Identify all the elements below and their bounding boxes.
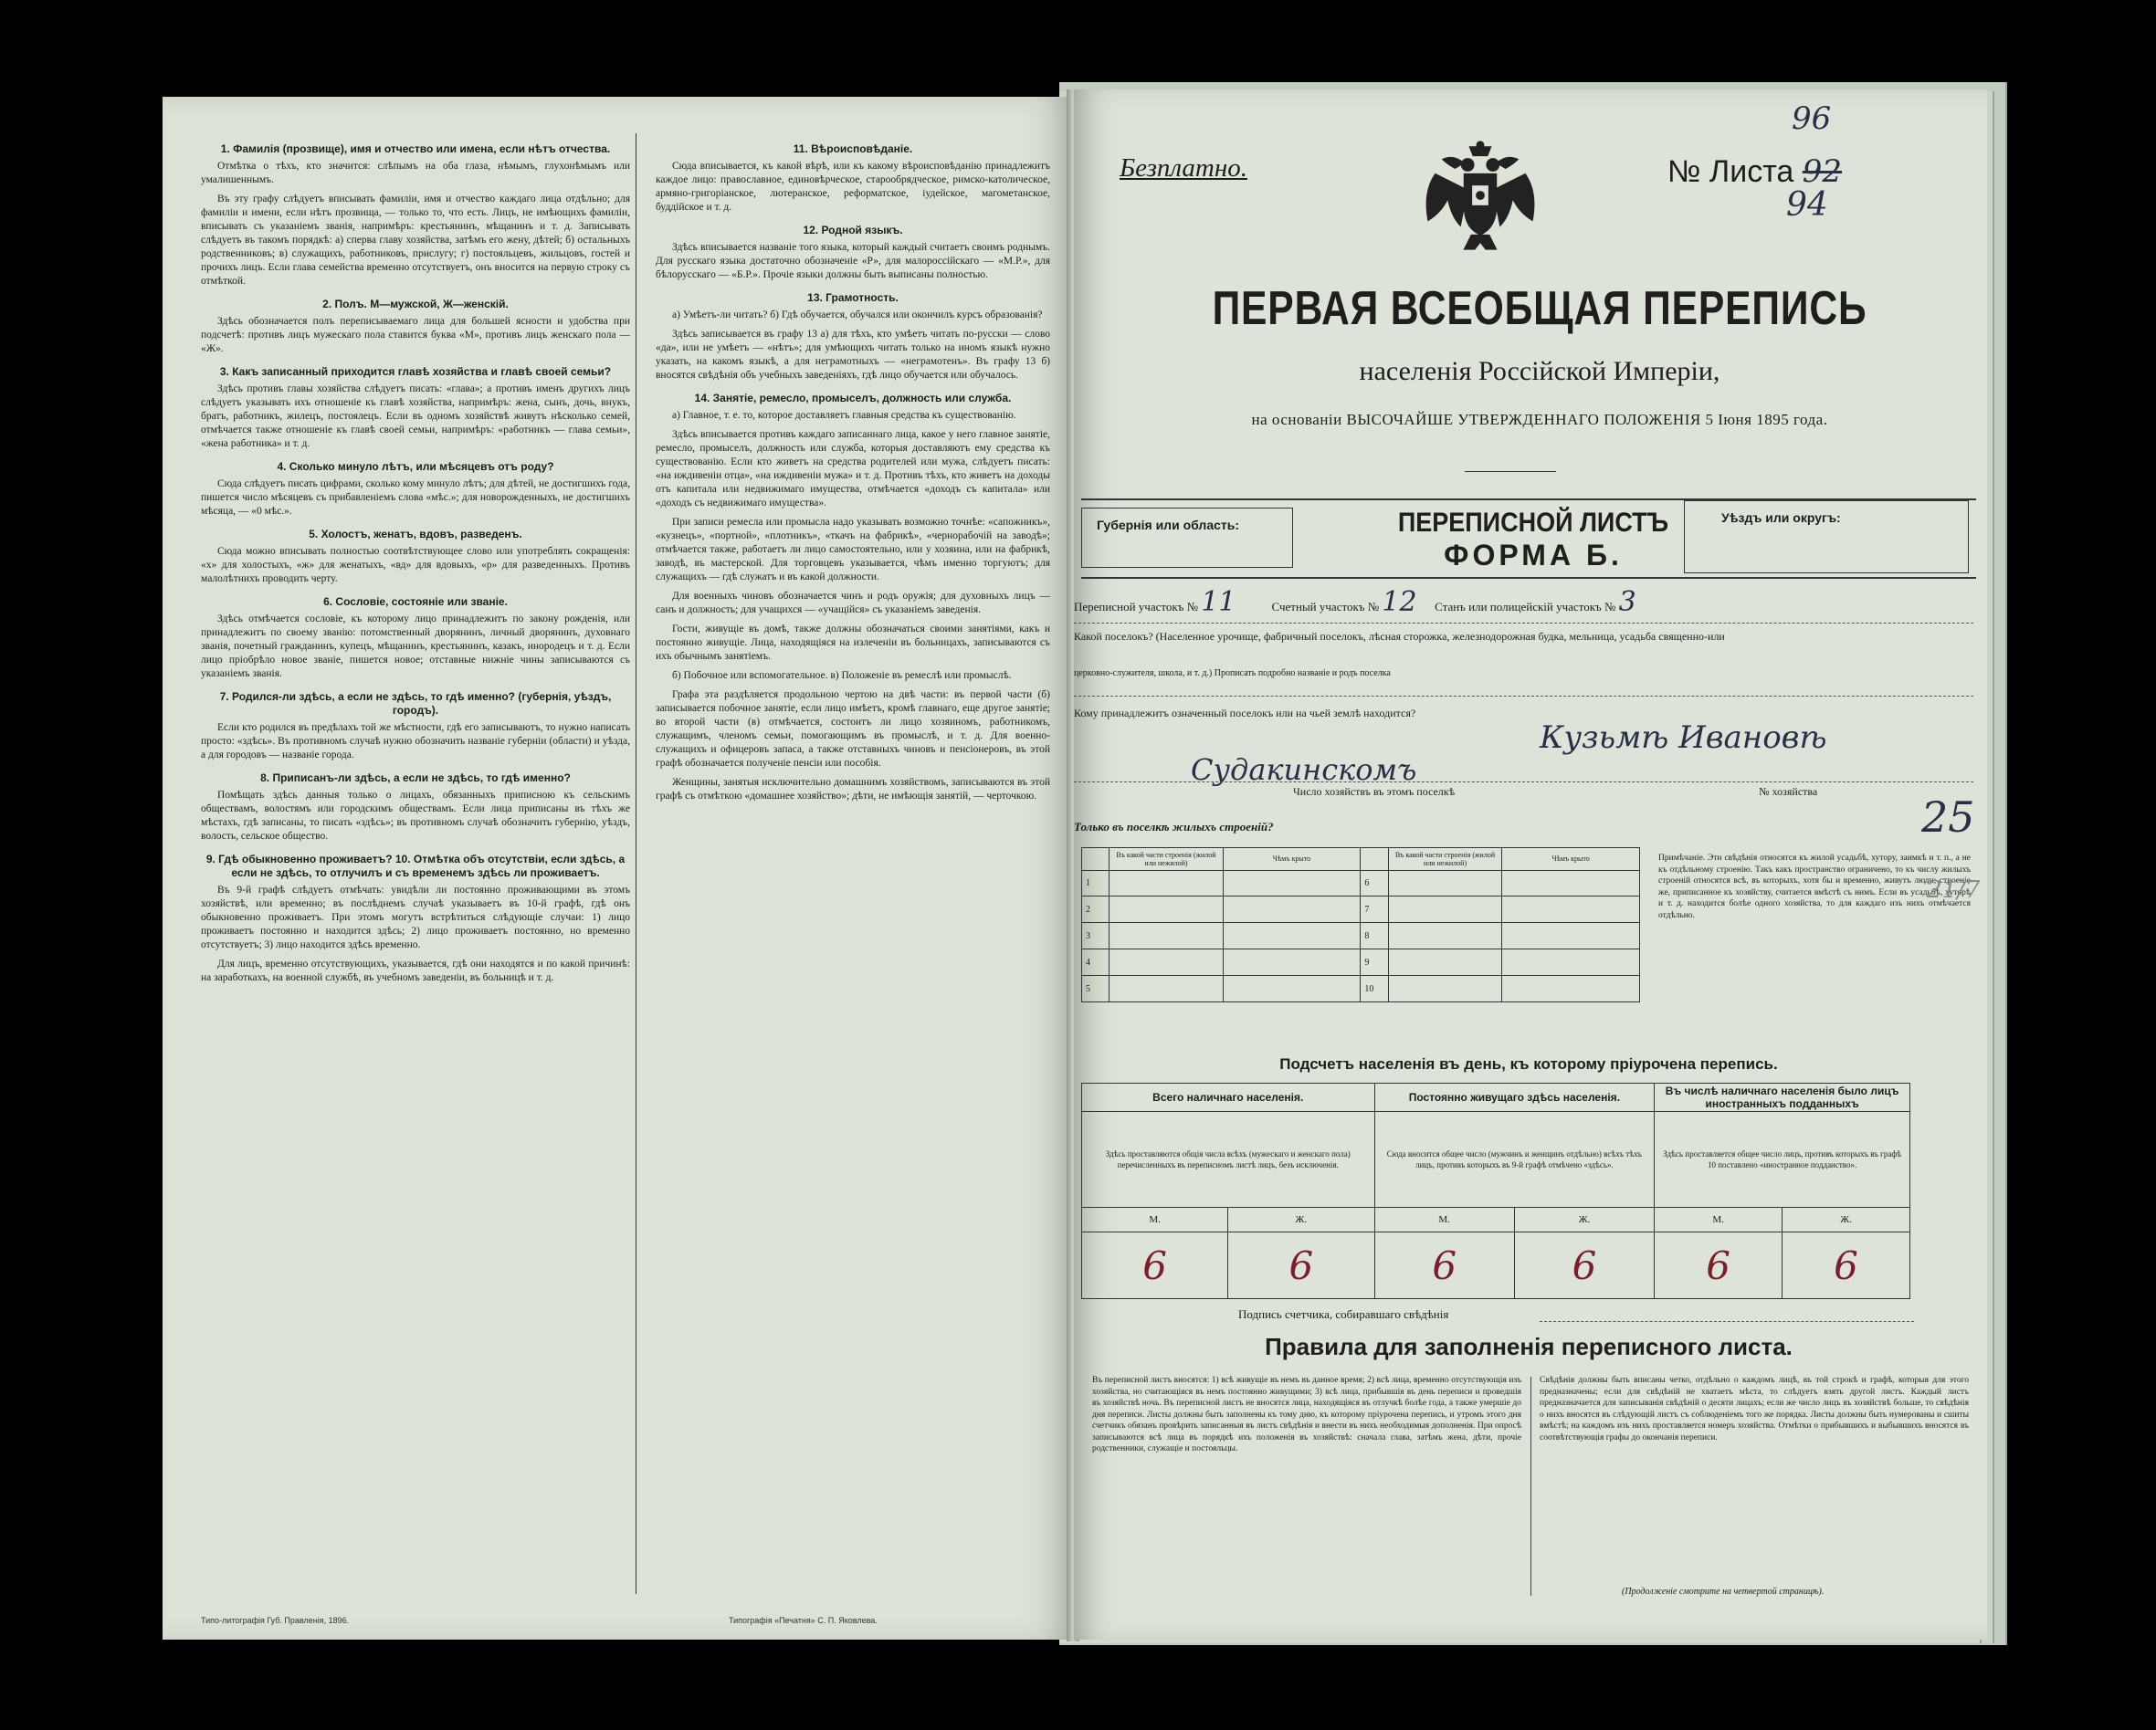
roof-cell[interactable] [1223,896,1361,923]
stan-value[interactable]: 3 [1618,586,1636,618]
schetny-value[interactable]: 12 [1382,586,1417,618]
row-number: 5 [1082,976,1110,1002]
paragraph: Здѣсь обозначается полъ переписываемаго лица для большей ясности и удобства при подсчетѣ: противъ лицъ мужескаго пола ставится буква «М», противъ лицъ женскаго пола — «Ж». [201,316,630,354]
section-heading: 8. Приписанъ-ли здѣсь, а если не здѣсь, то гдѣ именно? [260,771,571,784]
paragraph: Здѣсь отмѣчается сословіе, къ которому лицо принадлежитъ по закону рожденія, или принадлежитъ по своему званію: потомственный дворянинъ, личный дворянинъ, духовнаго званія, почетный гражданинъ, купецъ, мѣщанинъ, крестьянинъ, казакъ, инородецъ и т. д. Если лицо пріобрѣло новое званіе, пишется новое; отставные нижніе чины записываются съ указаніемъ званія. [201,613,630,679]
printer-imprint: Типографія «Печатня» С. П. Яковлева. [729,1616,878,1625]
count-value[interactable]: 6 [1655,1232,1783,1299]
row-number: 2 [1082,896,1110,923]
continued-note: (Продолженіе смотрите на четвертой страницѣ). [1622,1587,1825,1597]
settlement-row: Какой поселокъ? (Населенное урочище, фабричный поселокъ, лѣсная сторожка, железнодорожная будка, мельница, усадьба священно-или [1074,630,1725,643]
building-cell[interactable] [1110,949,1223,976]
row-number: 3 [1082,923,1110,949]
rules-text: Въ переписной листъ вносятся: 1) всѣ живущіе въ немъ въ данное время; 2) всѣ лица, временно отсутствующія изъ хозяйства, но считающіяся въ немъ постоянно живущими; 3) всѣ лица, прибывшія въ день переписи и проведшія въ хозяйствѣ ночь. Въ переписной листъ не вносятся лица, находящіяся въ отлучкѣ болѣе года, а также умершіе до дня переписи. Листы должны быть заполнены къ тому дню, къ которому пріурочена перепись, и утромъ этого дня счетчикъ обязанъ провѣрить записанныя въ листъ свѣдѣнія и внести въ нихъ необходимыя дополненія. При опросѣ записываются всѣ лица въ порядкѣ ихъ положенія въ хозяйствѣ: сначала глава, затѣмъ жена, дѣти, прочіе родственники, служащіе и постояльцы. [1092,1376,1521,1453]
paragraph: Сюда вписывается, къ какой вѣрѣ, или къ какому вѣроисповѣданію принадлежитъ каждое лицо: православное, единовѣрческое, старообрядческое, римско-католическое, армяно-григоріанское, лютеранское, реформатское, іудейское, магометанское, буддійское и т. д. [656,161,1050,213]
household-number-handwriting[interactable]: 25 [1921,792,1975,842]
legal-basis: на основаніи ВЫСОЧАЙШЕ УТВЕРЖДЕННАГО ПОЛОЖЕНІЯ 5 Іюня 1895 года. [1251,411,1828,428]
roof-cell[interactable] [1223,923,1361,949]
row-number: 4 [1082,949,1110,976]
section-heading: 5. Холостъ, женатъ, вдовъ, разведенъ. [309,528,522,540]
paragraph: Здѣсь противъ главы хозяйства слѣдуетъ писать: «глава»; а противъ именъ другихъ лицъ слѣдуетъ указывать ихъ отношеніе къ главѣ хозяйства, напримѣръ: жена, сынъ, дочь, внукъ, братъ, работникъ, жилецъ, постоялецъ. Если въ одномъ хозяйствѣ живутъ нѣсколько семей, отмѣчается также отношеніе къ главѣ своей семьи, напримѣръ: «работникъ — глава семьи», «жена работника» и т. д. [201,383,630,449]
table-header: Въ какой части строенія (жилой или нежилой) [1110,848,1223,871]
enumerator-signature-line[interactable] [1238,1307,1932,1322]
printer-imprint: Типо-литографія Губ. Правленія, 1896. [201,1616,350,1625]
buildings-row: Только въ поселкѣ жилыхъ строеній? [1074,820,1274,834]
households-row [1074,785,1978,799]
gubernia-box[interactable] [1081,508,1293,568]
paragraph: Помѣщать здѣсь данныя только о лицахъ, обязанныхъ приписною къ сельскимъ обществамъ, волостямъ или городскимъ обществамъ. Если лица приписаны въ тѣхъ же мѣстахъ, гдѣ записаны, то писать «здѣсь»; въ противномъ случаѣ обозначить губернію, уѣздъ, волость, сельское общество. [201,790,630,842]
building-cell[interactable] [1388,870,1501,896]
form-subtitle: ФОРМА Б. [1444,539,1623,571]
paragraph: а) Умѣетъ-ли читать? б) Гдѣ обучается, обучался или окончилъ курсъ образованія? [672,309,1043,320]
table-header: Въ числѣ наличнаго населенія было лицъ иностранныхъ подданныхъ [1655,1084,1910,1112]
section-heading: 14. Занятіе, ремесло, промыселъ, должность или служба. [694,392,1012,404]
row-number: 1 [1082,870,1110,896]
paragraph: Въ 9-й графѣ слѣдуетъ отмѣчать: увидѣли ли постоянно проживающими въ этомъ хозяйствѣ, или временно; въ послѣднемъ случаѣ указываетъ въ 10-й графѣ, гдѣ онъ обыкновенно проживаетъ. При этомъ могутъ встрѣтиться слѣдующіе случаи: 1) лицо проживаетъ постоянно и находится здѣсь; 2) лицо проживаетъ постоянно, но временно отсутствуетъ; 3) лицо находится здѣсь временно. [201,885,630,950]
building-cell[interactable] [1110,923,1223,949]
district-row [1074,586,1978,618]
owner-handwriting[interactable]: Кузьмѣ Ивановѣ [1540,719,1827,756]
table-header: Чѣмъ крыто [1223,848,1361,871]
form-title: ПЕРЕПИСНОЙ ЛИСТЪ [1397,508,1669,538]
building-cell[interactable] [1388,949,1501,976]
building-cell[interactable] [1388,976,1501,1002]
count-value[interactable]: 6 [1082,1232,1228,1299]
paragraph: б) Побочное или вспомогательное. в) Положеніе въ ремеслѣ или промыслѣ. [672,670,1012,681]
sex-label: М. [1374,1208,1514,1232]
paragraph: Для военныхъ чиновъ обозначается чинъ и родъ оружія; для духовныхъ лицъ — санъ и должность; для учащихся — «учащійся» съ указаніемъ заведенія. [656,591,1050,615]
divider [1465,471,1556,472]
sex-label: М. [1082,1208,1228,1232]
rules-title: Правила для заполненія переписного листа. [1265,1333,1793,1360]
count-value[interactable]: 6 [1783,1232,1910,1299]
gubernia-label: Губернія или область: [1097,518,1240,532]
population-count-title: Подсчетъ населенія въ день, къ которому пріурочена перепись. [1279,1055,1778,1073]
roof-cell[interactable] [1502,949,1640,976]
census-subtitle: населенія Россійской Имперіи, [1359,356,1720,386]
sheet-number-label: № Листа [1667,154,1794,189]
census-title: ПЕРВАЯ ВСЕОБЩАЯ ПЕРЕПИСЬ [1212,282,1867,335]
count-value[interactable]: 6 [1514,1232,1654,1299]
dotted-rule [1074,781,1973,782]
buildings-table [1081,847,1640,1002]
column-explanation: Сюда вносится общее число (мужчинъ и женщинъ отдѣльно) всѣхъ тѣхъ лицъ, противъ которыхъ въ 9-й графѣ отмѣчено «здѣсь». [1374,1112,1655,1208]
handwritten-sheet-number: 94 [1786,186,1828,224]
table-row [1082,949,1640,976]
building-cell[interactable] [1110,870,1223,896]
row-number: 10 [1361,976,1389,1002]
row-number: 6 [1361,870,1389,896]
region-header [1081,498,1976,579]
owner-row: Кому принадлежитъ означенный поселокъ или на чьей землѣ находится? [1074,707,1416,719]
dotted-rule [1074,623,1973,624]
handwritten-sheet-number: 96 [1792,100,1832,137]
free-of-charge-label: Безплатно. [1120,153,1247,183]
uezd-box[interactable] [1684,500,1969,573]
paragraph: Здѣсь записывается въ графу 13 а) для тѣхъ, кто умѣетъ читать по-русски — слово «да», или не умѣетъ — «нѣтъ»; для умѣющихъ читать только на иномъ языкѣ нужно указать, на какомъ языкѣ, а для неграмотныхъ — «неграмотенъ». Въ графу 13 б) вносятся свѣдѣнія объ учебныхъ заведеніяхъ, гдѣ лицо обучается или обучалось. [656,329,1050,381]
roof-cell[interactable] [1223,976,1361,1002]
owner-handwriting[interactable]: Судакинскомъ [1191,752,1417,787]
roof-cell[interactable] [1502,870,1640,896]
rules-text: Свѣдѣнія должны быть вписаны четко, отдѣльно о каждомъ лицѣ, въ той строкѣ и графѣ, которыя для этого предназначены; если для свѣдѣній не хватаетъ мѣста, то слѣдуетъ взять другой листъ. Каждый листъ предназначается для записыванія свѣдѣній о десяти лицахъ; если же число лицъ въ хозяйствѣ больше, то свѣдѣнія о нихъ вносятся въ слѣдующій листъ съ соблюденіемъ того же порядка. Листы должны быть нумерованы и сшиты вмѣстѣ; на каждомъ изъ нихъ проставляется номеръ хозяйства. Отмѣтки о прибывшихъ и выбывшихъ вносятся въ соотвѣтствующія графы до окончанія переписи. [1540,1376,1969,1442]
paragraph: При записи ремесла или промысла надо указывать возможно точнѣе: «сапожникъ», «кузнецъ», «портной», «плотникъ», «ткачъ на фабрикѣ», «чернорабочій на заводѣ»; отмѣчается также, работаетъ ли лицо самостоятельно, или у хозяина, или на фабрикѣ, заводѣ, въ мастерской. Для торговцевъ указывается, чѣмъ именно торгуютъ; для служащихъ — гдѣ служатъ и въ какой должности. [656,517,1050,582]
section-heading: 7. Родился-ли здѣсь, а если не здѣсь, то гдѣ именно? (губернія, уѣздъ, городъ). [219,690,612,717]
building-cell[interactable] [1110,976,1223,1002]
perepisnoy-value[interactable]: 11 [1201,586,1236,618]
row-number: 7 [1361,896,1389,923]
paragraph: Графа эта раздѣляется продольною чертою на двѣ части: въ первой части (б) записывается побочное занятіе, если лицо имѣетъ, кромѣ главнаго, еще другое занятіе; во второй части (в) отмѣчается, состоитъ ли лицо хозяиномъ, работникомъ, служащимъ, членомъ семьи, помогающимъ въ промыслѣ, и т. д. Для военно-служащихъ и офицеровъ запаса, а также отставныхъ чиновъ и пенсіонеровъ, въ этой графѣ обозначается полученіе пенсіи или пособія. [656,689,1050,769]
instructions-column-2 [656,133,1050,1557]
section-heading: 13. Грамотность. [807,291,899,304]
enumerator-label: Подпись счетчика, собиравшаго свѣдѣнія [1238,1307,1449,1321]
left-page-instructions [163,97,1074,1640]
table-row [1082,923,1640,949]
roof-cell[interactable] [1502,896,1640,923]
paragraph: Отмѣтка о тѣхъ, кто значится: слѣпымъ на оба глаза, нѣмымъ, глухонѣмымъ или умалишеннымъ. [201,161,630,185]
pencil-mark: 21/7 [1927,876,1981,904]
building-cell[interactable] [1388,896,1501,923]
instructions-column-1 [201,133,630,1594]
paragraph: а) Главное, т. е. то, которое доставляетъ главныя средства къ существованію. [672,410,1016,421]
roof-cell[interactable] [1223,870,1361,896]
table-header: Всего наличнаго населенія. [1082,1084,1375,1112]
paragraph: Въ эту графу слѣдуетъ вписывать фамиліи, имя и отчество каждаго лица отдѣльно; для фамиліи и имени, если нѣтъ прозвища, — только то, что есть. Лицъ, не имѣющихъ фамиліи, вписывать съ указаніемъ званія, напримѣръ: крестьянинъ, мѣщанинъ и т. д. Записывать слѣдуетъ въ такомъ порядкѣ: а) сперва главу хозяйства, затѣмъ его жену, дѣтей; б) остальныхъ родственниковъ; в) служащихъ, работниковъ, прислугу; г) постояльцевъ, жильцовъ, гостей и прочихъ лицъ. Если глава семейства временно отсутствуетъ, онъ вносится на первую строку съ отмѣткой. [201,194,630,287]
sex-label: Ж. [1228,1208,1374,1232]
section-heading: 11. Вѣроисповѣданіе. [793,142,913,155]
dotted-rule [1074,696,1973,697]
count-value[interactable]: 6 [1228,1232,1374,1299]
household-no-label: № хозяйства [1759,785,1818,798]
stan-label: Станъ или полицейскій участокъ № [1435,600,1616,613]
paragraph: Сюда слѣдуетъ писать цифрами, сколько кому минуло лѣтъ; для дѣтей, не достигшихъ года, пишется число мѣсяцевъ съ прибавленіемъ слова «мѣс.»; для новорожденныхъ, не достигшихъ мѣсяца, — «0 мѣс.». [201,478,630,517]
sheet-number-struck: 92 [1802,153,1843,190]
section-heading: 6. Сословіе, состояніе или званіе. [323,595,508,608]
paragraph: Здѣсь вписывается названіе того языка, который каждый считаетъ своимъ роднымъ. Для русскаго языка достаточно обозначеніе «Р», для малороссійскаго — «М.Р.», для бѣлорусскаго — «Б.Р.». Прочіе языки должны быть выписаны полностью. [656,242,1050,280]
row-number: 8 [1361,923,1389,949]
table-row [1082,870,1640,896]
uezd-label: Уѣздъ или округъ: [1721,510,1841,525]
table-header: Постоянно живущаго здѣсь населенія. [1374,1084,1655,1112]
section-heading: 3. Какъ записанный приходится главѣ хозяйства и главѣ своей семьи? [219,365,612,378]
table-header: Въ какой части строенія (жилой или нежилой) [1388,848,1501,871]
building-cell[interactable] [1388,923,1501,949]
building-cell[interactable] [1110,896,1223,923]
paragraph: Гости, живущіе въ домѣ, также должны обозначаться своими занятіями, какъ и постоянно живущіе. Лица, находящіяся на излеченіи въ больницахъ, записываются съ ихъ обычнымъ занятіемъ. [656,624,1050,662]
section-heading: 9. Гдѣ обыкновенно проживаетъ? 10. Отмѣтка объ отсутствіи, если здѣсь, а если не здѣсь, то отлучилъ и съ временемъ здѣсь ли проживаетъ. [205,853,626,879]
imperial-eagle-emblem [1417,137,1543,256]
sex-label: Ж. [1783,1208,1910,1232]
column-explanation: Здѣсь проставляется общее число лицъ, противъ которыхъ въ графѣ 10 поставлено «иностранное подданство». [1655,1112,1910,1208]
roof-cell[interactable] [1502,976,1640,1002]
paragraph: Для лицъ, временно отсутствующихъ, указывается, гдѣ они находятся и по какой причинѣ: на заработкахъ, на военной службѣ, въ учебномъ заведеніи, въ больницѣ и т. д. [201,959,630,983]
population-count-table [1081,1083,1910,1299]
sex-label: М. [1655,1208,1783,1232]
households-label: Число хозяйствъ въ этомъ поселкѣ [1293,785,1456,798]
table-header: Чѣмъ крыто [1502,848,1640,871]
paragraph: Здѣсь вписывается противъ каждаго записаннаго лица, какое у него главное занятіе, ремесло, промыселъ, должность или служба, которыя доставляютъ ему средства къ существованію. Если кто живетъ на средства родителей или мужа, слѣдуетъ писать: «на иждивеніи отца», «на иждивеніи мужа» и т. д. Противъ тѣхъ, кто живетъ на доходы отъ капитала или недвижимаго имущества, отмѣчается «доходъ съ капитала» или «доходъ съ недвижимаго имущества». [656,429,1050,509]
paragraph: Если кто родился въ предѣлахъ той же мѣстности, гдѣ его записываютъ, то нужно написать просто: «здѣсь». Въ противномъ случаѣ нужно обозначить названіе губерніи (области) и уѣзда, а для городовъ — названіе города. [201,722,630,760]
section-heading: 1. Фамилія (прозвище), имя и отчество или имена, если нѣтъ отчества. [220,142,611,155]
roof-cell[interactable] [1502,923,1640,949]
roof-cell[interactable] [1223,949,1361,976]
paragraph: Женщины, занятыя исключительно домашнимъ хозяйствомъ, записываются въ этой графѣ съ отмѣткою «домашнее хозяйство»; дѣти, не имѣющія занятій, — черточкою. [656,777,1050,802]
perepisnoy-label: Переписной участокъ № [1074,600,1199,613]
schetny-label: Счетный участокъ № [1271,600,1380,613]
table-row [1082,896,1640,923]
count-value[interactable]: 6 [1374,1232,1514,1299]
column-explanation: Здѣсь проставляются общія числа всѣхъ (мужескаго и женскаго пола) перечисленныхъ въ переписномъ листѣ лицъ, безъ исключенія. [1082,1112,1375,1208]
section-heading: 4. Сколько минуло лѣтъ, или мѣсяцевъ отъ роду? [277,460,554,473]
section-heading: 2. Полъ. М—мужской, Ж—женскій. [322,298,509,310]
column-divider [1530,1377,1531,1596]
table-header-row [1082,848,1640,871]
paragraph: Сюда можно вписывать полностью соотвѣтствующее слово или употреблять сокращенія: «х» для холостыхъ, «ж» для женатыхъ, «вд» для вдовыхъ, «р» для разведенныхъ. Противъ малолѣтнихъ проводить черту. [201,546,630,584]
section-heading: 12. Родной языкъ. [803,224,903,236]
row-number: 9 [1361,949,1389,976]
sex-label: Ж. [1514,1208,1654,1232]
settlement-row-hint: церковно-служителя, школа, и т. д.) Прописать подробно названіе и родъ поселка [1074,668,1391,678]
buildings-note: Примѣчаніе. Эти свѣдѣнія относятся къ жилой усадьбѣ, хутору, заимкѣ и т. п., а не къ отдѣльному строенію. Такъ какъ пространство ограничено, то къ числу жилыхъ строеній относятся всѣ, въ которыхъ, хотя бы и временно, живутъ люди; строеніе же, приписанное къ хозяйству, считается вмѣстѣ съ нимъ. Если въ усадьбѣ, хуторѣ и т. д. находится болѣе одного хозяйства, то для каждаго изъ нихъ отмѣчается отдѣльно. [1658,854,1971,920]
sheet-number [1667,153,1842,190]
table-row [1082,976,1640,1002]
right-page-census-form [1074,89,1987,1640]
